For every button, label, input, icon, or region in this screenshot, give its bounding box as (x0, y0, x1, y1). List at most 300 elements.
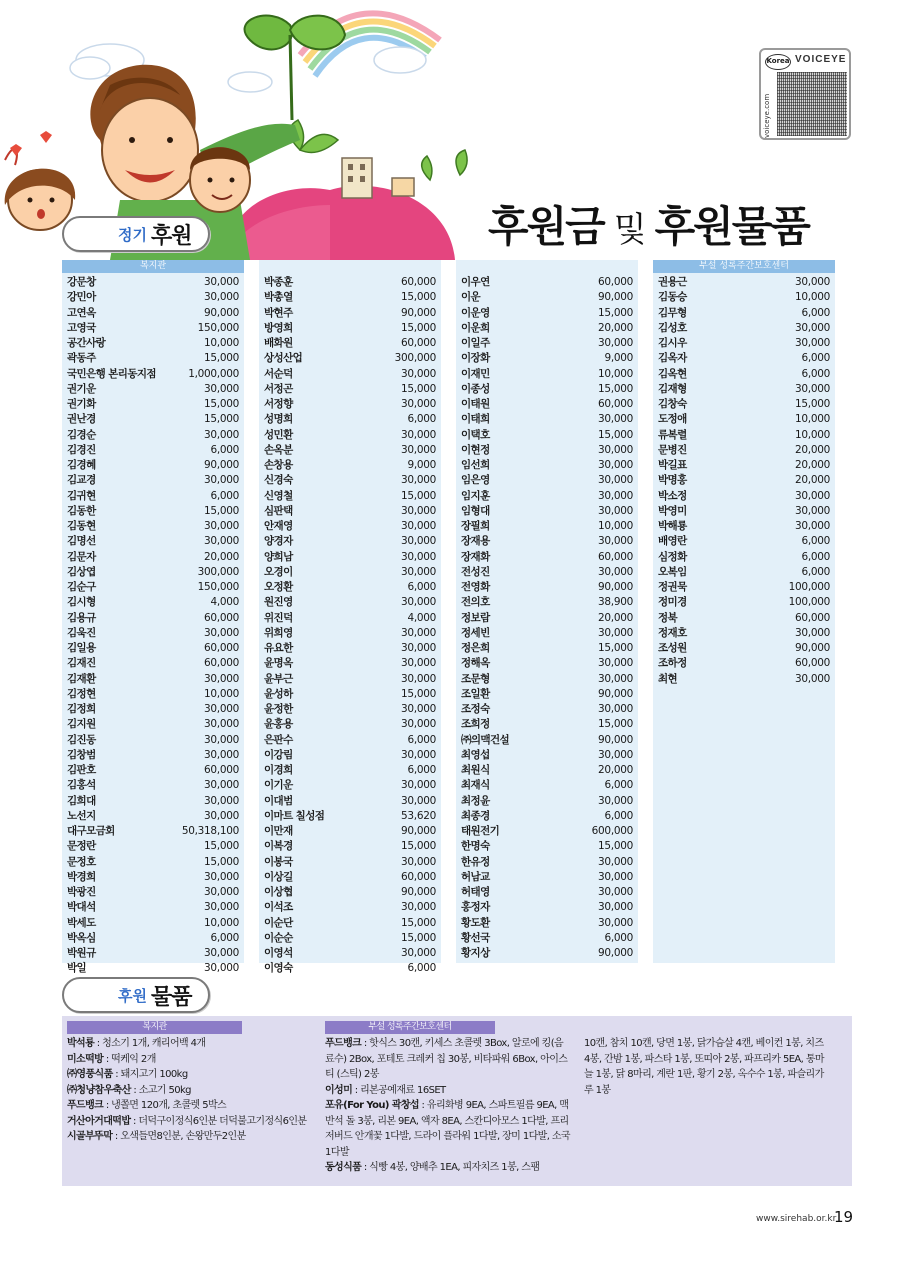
donation-amount: 20,000 (795, 443, 830, 456)
donation-amount: 15,000 (401, 321, 436, 334)
donor-name: 김시우 (658, 337, 687, 349)
donor-row (264, 626, 436, 641)
donation-amount: 30,000 (598, 535, 633, 548)
title-main1: 후원금 (488, 202, 604, 251)
donation-amount: 30,000 (401, 947, 436, 959)
donor-name: 이순단 (264, 916, 293, 929)
donor-name: 김동한 (67, 504, 96, 517)
donor-row (461, 702, 633, 717)
donor-name: 이태원 (461, 398, 490, 410)
donor-name: 박경희 (67, 870, 96, 883)
donor-row (67, 702, 239, 717)
donor-row (658, 443, 830, 458)
donation-amount: 90,000 (401, 825, 436, 837)
donor-row (264, 580, 436, 595)
donor-name: 이상협 (264, 886, 293, 898)
donor-row (264, 870, 436, 885)
donor-row (67, 916, 239, 931)
donation-amount: 30,000 (204, 779, 239, 792)
donation-amount: 60,000 (204, 611, 239, 624)
goods-column-2 (325, 1021, 571, 1176)
donor-row (67, 717, 239, 732)
donor-name: 정보람 (461, 611, 490, 624)
donor-name: 김욱진 (67, 626, 96, 639)
donor-name: 위희영 (264, 626, 293, 639)
goods-label: 물품 (150, 984, 192, 1010)
donor-name: 김용규 (67, 611, 96, 624)
donor-name: 김창범 (67, 748, 96, 761)
donor-row (67, 565, 239, 580)
donation-amount: 15,000 (401, 382, 436, 395)
donation-amount: 30,000 (598, 413, 633, 426)
donation-amount: 30,000 (598, 459, 633, 471)
donor-row (67, 839, 239, 854)
donor-name: 이봉국 (264, 855, 293, 868)
donor-row (658, 656, 830, 671)
donor-name: 이강림 (264, 748, 293, 761)
donor-name: 권용근 (658, 276, 687, 288)
donor-row (461, 534, 633, 549)
donation-amount: 30,000 (204, 870, 239, 883)
donor-row (461, 489, 633, 504)
donor-name: 이석조 (264, 901, 293, 914)
donor-name: 김동현 (67, 520, 96, 532)
goods-description: : 청소기 1개, 캐리어백 4개 (94, 1038, 206, 1049)
donation-amount: 30,000 (204, 382, 239, 395)
goods-description: : 식빵 4봉, 양배추 1EA, 피자치즈 1봉, 스팸 (361, 1162, 540, 1173)
donor-name: 이영숙 (264, 962, 293, 975)
donation-amount: 6,000 (407, 764, 436, 776)
donor-row (264, 946, 436, 961)
donor-name: 이우연 (461, 276, 490, 288)
goods-list (325, 1036, 571, 1176)
donor-name: 서순덕 (264, 367, 293, 380)
donation-amount: 30,000 (401, 367, 436, 380)
donation-amount: 30,000 (204, 703, 239, 715)
donor-row (658, 458, 830, 473)
donor-name: 장필희 (461, 520, 490, 532)
donation-amount: 30,000 (598, 565, 633, 578)
goods-item (67, 1083, 312, 1099)
donor-name: 김경진 (67, 443, 96, 456)
donor-row (461, 275, 633, 290)
donor-row (658, 550, 830, 565)
donor-name: 박소정 (658, 489, 687, 502)
donor-name: 문정란 (67, 840, 96, 853)
donor-name: 김문자 (67, 550, 96, 563)
leaf-graphic (245, 16, 345, 120)
donor-name: 조일환 (461, 687, 490, 700)
donor-row (461, 839, 633, 854)
donation-amount: 6,000 (407, 581, 436, 593)
donor-row (461, 428, 633, 443)
donation-amount: 30,000 (401, 703, 436, 715)
donor-name: 오정환 (264, 581, 293, 593)
donor-row (264, 687, 436, 702)
donor-name: 박명홍 (658, 474, 687, 487)
goods-description: : 더덕구이정식6인분 더덕불고기정식6인분 (130, 1115, 307, 1127)
goods-column-1 (67, 1021, 312, 1145)
donation-amount: 15,000 (598, 718, 633, 731)
goods-donor: 포유(For You) 곽창섭 (325, 1100, 419, 1111)
donor-row (264, 412, 436, 427)
goods-item (325, 1083, 571, 1099)
goods-header-daycare: 부설 성록주간보호센터 (325, 1021, 495, 1034)
donor-row (67, 900, 239, 915)
donor-name: 은판수 (264, 733, 293, 746)
boy-figure-graphic (190, 148, 250, 213)
donor-row (461, 565, 633, 580)
donor-row (264, 611, 436, 626)
donor-name: 강문창 (67, 276, 96, 288)
donor-row (67, 595, 239, 610)
donor-row (67, 443, 239, 458)
donor-row (461, 443, 633, 458)
donation-amount: 6,000 (604, 809, 633, 822)
donor-row (461, 931, 633, 946)
donation-amount: 30,000 (204, 520, 239, 532)
donor-name: 윤부근 (264, 672, 293, 685)
donor-row (461, 733, 633, 748)
donation-amount: 6,000 (604, 779, 633, 792)
donor-row (658, 321, 830, 336)
donor-row (461, 656, 633, 671)
donor-row (67, 961, 239, 976)
donation-amount: 6,000 (801, 352, 830, 365)
donor-name: 배화원 (264, 337, 293, 349)
regular-prefix: 정기 (118, 225, 147, 244)
donor-name: 성민환 (264, 428, 293, 441)
donor-row (461, 458, 633, 473)
donation-amount: 30,000 (598, 657, 633, 670)
donor-row (264, 489, 436, 504)
donor-row (264, 443, 436, 458)
donor-row (264, 290, 436, 305)
donor-name: 최정윤 (461, 794, 490, 807)
donor-name: 최종경 (461, 809, 490, 822)
goods-donor: 거산아거대떡밥 (67, 1115, 131, 1127)
donor-name: 김진동 (67, 733, 96, 746)
donor-name: 이태희 (461, 413, 490, 426)
donor-name: 조정숙 (461, 703, 490, 715)
donor-name: 황선국 (461, 931, 490, 944)
donor-name: 성명희 (264, 413, 293, 426)
donor-row (264, 382, 436, 397)
donor-name: 서정곤 (264, 382, 293, 395)
donation-amount: 30,000 (204, 794, 239, 807)
column-header-daycare: 부설 성록주간보호센터 (653, 260, 835, 273)
donation-amount: 60,000 (598, 398, 633, 410)
donor-row (264, 763, 436, 778)
donor-name: 김재형 (658, 382, 687, 395)
donor-name: 김일용 (67, 642, 96, 654)
donor-name: 박총열 (264, 291, 293, 304)
donor-name: 최현 (658, 672, 678, 685)
goods-item (67, 1067, 312, 1083)
donor-name: 박현주 (264, 306, 293, 319)
goods-donor: 이성미 (325, 1084, 353, 1096)
column-header-blank (456, 260, 638, 273)
donation-amount: 30,000 (204, 962, 239, 975)
donation-amount: 30,000 (204, 733, 239, 746)
donor-name: 이일주 (461, 337, 490, 349)
donor-row (67, 763, 239, 778)
goods-column-3 (584, 1036, 829, 1098)
donor-name: 이장화 (461, 352, 490, 365)
donation-amount: 30,000 (598, 870, 633, 883)
donor-row (67, 885, 239, 900)
donation-amount: 30,000 (401, 520, 436, 532)
donation-amount: 100,000 (788, 581, 830, 593)
goods-description: : 돼지고기 100kg (112, 1069, 188, 1080)
donor-name: 정은희 (461, 642, 490, 654)
donation-amount: 30,000 (204, 901, 239, 914)
donation-amount: 30,000 (598, 337, 633, 349)
donation-amount: 30,000 (795, 672, 830, 685)
donor-row (461, 946, 633, 961)
donation-amount: 30,000 (401, 504, 436, 517)
goods-description: : 냉쫄면 120개, 초콜렛 5박스 (103, 1100, 227, 1111)
donor-rows (456, 273, 638, 961)
donor-row (67, 367, 239, 382)
donor-name: 김재진 (67, 657, 96, 670)
donor-name: 허남교 (461, 870, 490, 883)
donor-row (461, 641, 633, 656)
donor-row (658, 290, 830, 305)
donor-row (461, 519, 633, 534)
donor-row (67, 672, 239, 687)
donor-name: 정해옥 (461, 657, 490, 670)
donor-name: 문병진 (658, 443, 687, 456)
goods-donor: 푸드뱅크 (67, 1100, 104, 1111)
voiceye-url: voiceye.com (763, 93, 771, 138)
donation-amount: 30,000 (204, 291, 239, 304)
donor-name: 정권묵 (658, 581, 687, 593)
donor-row (264, 824, 436, 839)
donation-amount: 30,000 (598, 504, 633, 517)
donation-amount: 30,000 (401, 474, 436, 487)
footer-url[interactable]: www.sirehab.or.kr (756, 1214, 837, 1224)
donor-name: 조희정 (461, 718, 490, 731)
donor-name: 홍정자 (461, 901, 490, 914)
donor-column-3 (456, 260, 638, 963)
donor-row (461, 809, 633, 824)
donation-amount: 6,000 (210, 489, 239, 502)
goods-donor: ㈜영풍식품 (67, 1069, 113, 1080)
donation-amount: 60,000 (795, 611, 830, 624)
donor-row (67, 290, 239, 305)
donation-amount: 30,000 (795, 321, 830, 334)
donor-row (67, 931, 239, 946)
donor-row (658, 275, 830, 290)
goods-item (67, 1036, 312, 1052)
donor-name: 안재영 (264, 520, 293, 532)
donation-amount: 15,000 (204, 840, 239, 853)
regular-donation-heading (62, 216, 210, 252)
donor-row (461, 626, 633, 641)
donor-name: 이재민 (461, 367, 490, 380)
donor-row (67, 397, 239, 412)
voiceye-code[interactable] (759, 48, 851, 140)
donor-row (461, 595, 633, 610)
donation-amount: 90,000 (598, 947, 633, 959)
donor-name: 김교경 (67, 474, 96, 487)
donation-amount: 6,000 (801, 550, 830, 563)
donor-row (67, 580, 239, 595)
donor-row (67, 687, 239, 702)
donor-name: 이운희 (461, 321, 490, 334)
donor-name: 윤홍용 (264, 718, 293, 731)
donor-name: 정북 (658, 611, 678, 624)
donation-amount: 30,000 (598, 794, 633, 807)
donation-amount: 20,000 (795, 459, 830, 471)
donor-rows (62, 273, 244, 977)
goods-item (325, 1036, 571, 1083)
voiceye-brand: VOICEYE (795, 54, 847, 65)
donor-row (658, 473, 830, 488)
donor-name: 임은영 (461, 474, 490, 487)
donor-name: 고연옥 (67, 306, 96, 319)
donor-name: 한유정 (461, 855, 490, 868)
donation-amount: 15,000 (401, 840, 436, 853)
donor-name: 김명선 (67, 535, 96, 548)
donation-amount: 30,000 (795, 337, 830, 349)
donor-name: 한명숙 (461, 840, 490, 853)
donation-amount: 30,000 (401, 855, 436, 868)
donor-name: 상성산업 (264, 352, 303, 365)
donation-amount: 15,000 (401, 291, 436, 304)
donor-row (67, 534, 239, 549)
donor-row (461, 473, 633, 488)
donor-name: 김경순 (67, 428, 96, 441)
goods-donor: 박석룡 (67, 1038, 95, 1049)
donation-amount: 20,000 (204, 550, 239, 563)
donation-amount: 30,000 (795, 626, 830, 639)
donation-amount: 15,000 (598, 840, 633, 853)
donation-amount: 30,000 (598, 474, 633, 487)
donor-name: 정재호 (658, 626, 687, 639)
donation-amount: 6,000 (801, 367, 830, 380)
donor-row (67, 275, 239, 290)
donor-row (264, 900, 436, 915)
donation-amount: 30,000 (401, 550, 436, 563)
donor-row (67, 626, 239, 641)
donor-row (658, 489, 830, 504)
donor-name: 이기운 (264, 779, 293, 792)
donor-row (461, 794, 633, 809)
donation-amount: 30,000 (598, 703, 633, 715)
donor-row (461, 900, 633, 915)
donor-row (67, 733, 239, 748)
donor-name: 심판택 (264, 504, 293, 517)
donation-amount: 30,000 (401, 657, 436, 670)
donation-amount: 30,000 (401, 748, 436, 761)
donation-amount: 30,000 (204, 672, 239, 685)
donor-row (67, 824, 239, 839)
donation-amount: 30,000 (204, 276, 239, 288)
donor-name: 방영희 (264, 321, 293, 334)
donor-row (67, 946, 239, 961)
donor-row (67, 641, 239, 656)
donor-name: 권난경 (67, 413, 96, 426)
donation-amount: 30,000 (204, 947, 239, 959)
donor-name: 박광진 (67, 886, 96, 898)
donation-amount: 30,000 (598, 886, 633, 898)
donation-amount: 60,000 (401, 276, 436, 288)
donor-row (67, 550, 239, 565)
donation-amount: 30,000 (401, 779, 436, 792)
donor-rows (259, 273, 441, 977)
donor-row (461, 885, 633, 900)
donor-name: 윤성하 (264, 687, 293, 700)
donor-row (264, 351, 436, 366)
donor-row (67, 748, 239, 763)
donor-row (264, 367, 436, 382)
donation-amount: 60,000 (204, 642, 239, 654)
donor-row (461, 855, 633, 870)
goods-item (67, 1114, 312, 1130)
donation-amount: 6,000 (801, 535, 830, 548)
donation-amount: 4,000 (210, 596, 239, 609)
donation-amount: 30,000 (598, 672, 633, 685)
donor-row (67, 489, 239, 504)
donor-name: 임지훈 (461, 489, 490, 502)
donation-amount: 90,000 (204, 459, 239, 471)
donor-row (461, 336, 633, 351)
donation-amount: 10,000 (795, 428, 830, 441)
donor-row (461, 824, 633, 839)
page-title (488, 194, 809, 254)
voiceye-badge: Korea (765, 54, 791, 70)
donor-row (264, 565, 436, 580)
donor-row (264, 458, 436, 473)
goods-donation-heading (62, 977, 210, 1013)
donor-name: 허태영 (461, 886, 490, 898)
goods-item (325, 1160, 571, 1176)
donor-name: 김무형 (658, 306, 687, 319)
donation-amount: 15,000 (598, 306, 633, 319)
donor-name: 최원식 (461, 764, 490, 776)
donation-amount: 15,000 (401, 489, 436, 502)
donor-name: 양경자 (264, 535, 293, 548)
donor-name: 심정화 (658, 550, 687, 563)
donation-amount: 53,620 (401, 809, 436, 822)
donation-amount: 60,000 (598, 276, 633, 288)
donor-row (461, 504, 633, 519)
donor-row (658, 397, 830, 412)
donation-amount: 15,000 (204, 504, 239, 517)
donation-amount: 60,000 (401, 870, 436, 883)
donation-amount: 15,000 (401, 916, 436, 929)
donor-row (461, 290, 633, 305)
donor-name: 전영화 (461, 581, 490, 593)
donor-row (264, 306, 436, 321)
donation-amount: 6,000 (407, 962, 436, 975)
donor-name: 류복렬 (658, 428, 687, 441)
donation-amount: 1,000,000 (188, 367, 239, 380)
donation-amount: 6,000 (210, 931, 239, 944)
donation-amount: 30,000 (795, 276, 830, 288)
donor-row (264, 336, 436, 351)
donation-amount: 30,000 (204, 748, 239, 761)
donation-amount: 30,000 (204, 626, 239, 639)
donor-row (461, 351, 633, 366)
goods-donor: 푸드뱅크 (325, 1038, 362, 1049)
donor-row (658, 367, 830, 382)
donation-amount: 90,000 (795, 642, 830, 654)
donor-row (264, 733, 436, 748)
donation-amount: 20,000 (598, 321, 633, 334)
